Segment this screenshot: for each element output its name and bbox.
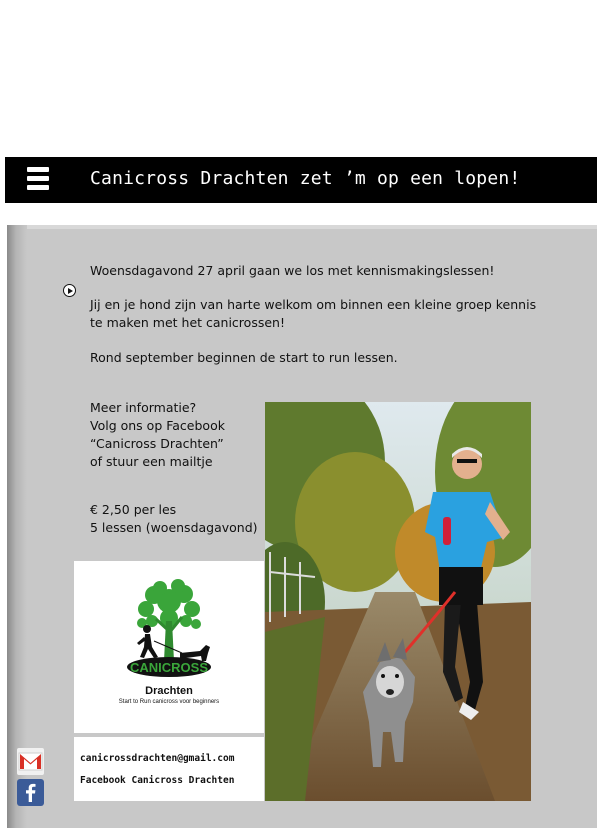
email-link[interactable]: canicrossdrachten@gmail.com	[80, 753, 235, 764]
price-block	[90, 501, 258, 537]
site-title: Canicross Drachten zet ’m op een lopen!	[90, 168, 521, 189]
logo-city-text: Drachten	[145, 685, 193, 697]
logo-tagline-text: Start to Run canicross voor beginners	[118, 699, 220, 705]
hamburger-menu-icon[interactable]	[27, 167, 53, 191]
price-line: 5 lessen (woensdagavond)	[90, 520, 258, 535]
facebook-link[interactable]: Facebook Canicross Drachten	[80, 775, 235, 786]
welcome-text: Jij en je hond zijn van harte welkom om binnen een kleine groep kennis te maken met het canicrossen!	[90, 297, 537, 330]
info-block	[90, 399, 225, 471]
panel-top-divider	[27, 225, 597, 229]
contact-box	[74, 737, 264, 801]
announcement-text: Woensdagavond 27 april gaan we los met kennismakingslessen!	[90, 263, 495, 278]
gmail-icon[interactable]	[17, 748, 44, 775]
logo-tree-graphic	[74, 561, 264, 691]
september-text: Rond september beginnen de start to run lessen.	[90, 350, 398, 365]
price-line: € 2,50 per les	[90, 502, 177, 517]
facebook-icon[interactable]	[17, 779, 44, 806]
content-panel	[7, 225, 597, 828]
canicross-logo	[74, 561, 264, 733]
runner-with-dog-photo	[265, 402, 531, 801]
info-line: Volg ons op Facebook	[90, 418, 225, 433]
info-line: Meer informatie?	[90, 400, 197, 415]
info-line: “Canicross Drachten”	[90, 436, 224, 451]
photo-illustration	[265, 402, 531, 801]
logo-brand-text: CANICROSS	[129, 660, 209, 675]
panel-left-shadow	[7, 225, 27, 828]
header-bar	[5, 157, 597, 203]
play-icon[interactable]	[63, 284, 76, 297]
info-line: of stuur een mailtje	[90, 454, 213, 469]
